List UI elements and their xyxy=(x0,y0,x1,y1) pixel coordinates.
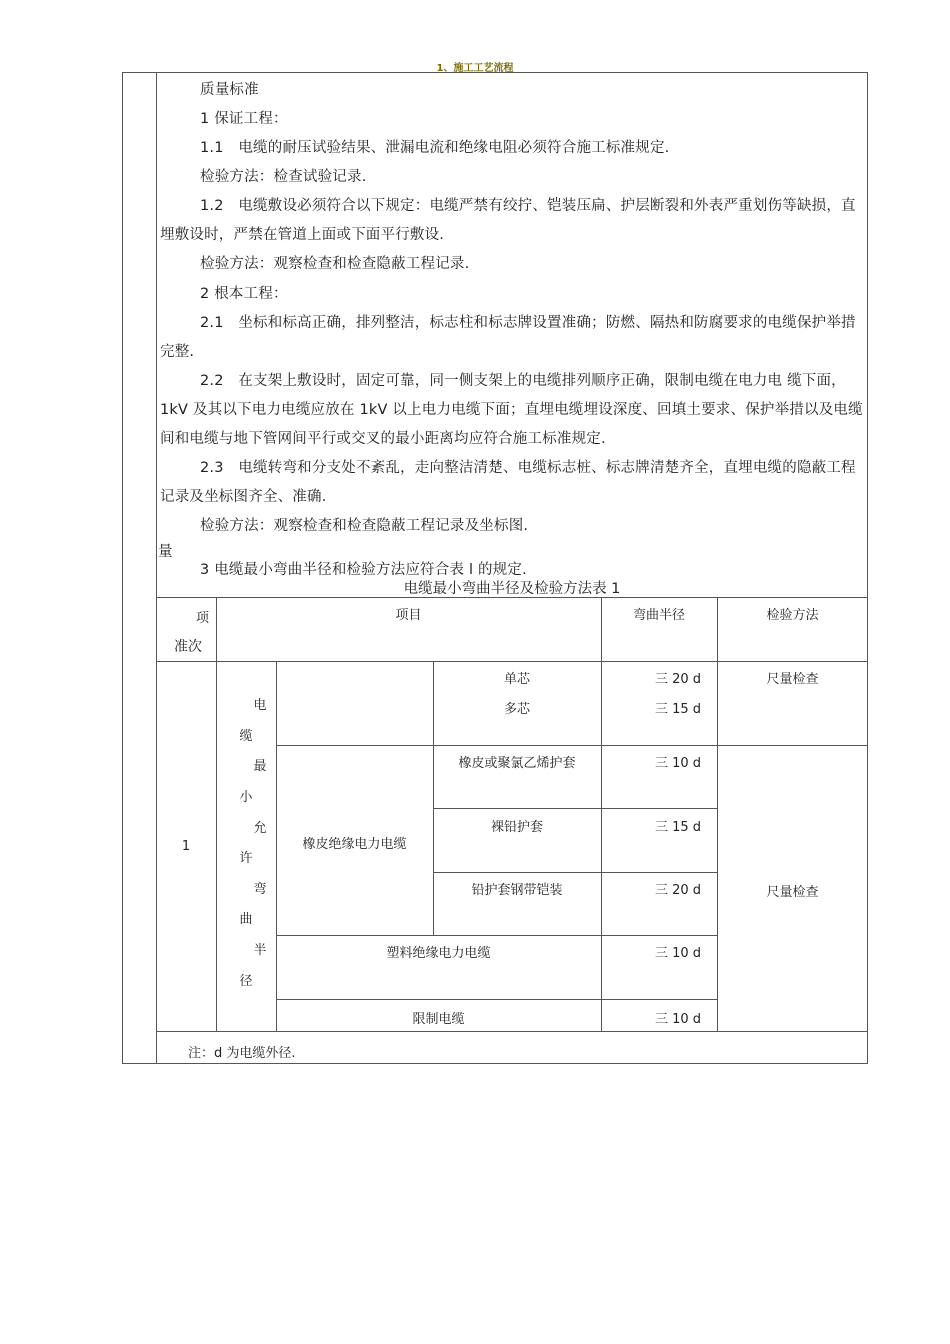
table-line xyxy=(601,597,602,1031)
table-line xyxy=(717,597,718,1031)
method-cell-2: 尺量检查 xyxy=(766,885,819,900)
radius-single-core: 三 20 d xyxy=(654,672,701,687)
paragraph: 1.2 电缆敷设必须符合以下规定：电缆严禁有绞拧、铠装压扁、护层断裂和外表严重划伤等缺损，直埋敷设时，严禁在管道上面或下面平行敷设. xyxy=(160,198,856,243)
paragraph: 检验方法：观察检查和检查隐蔽工程记录及坐标图. xyxy=(200,518,529,534)
table-line xyxy=(433,808,717,809)
table-caption: 电缆最小弯曲半径及检验方法表 1 xyxy=(403,581,621,597)
vertical-label-char: 半 xyxy=(253,943,267,958)
table-note: 注：d 为电缆外径. xyxy=(188,1046,296,1061)
paragraph: 1.1 电缆的耐压试验结果、泄漏电流和绝缘电阻必须符合施工标准规定. xyxy=(200,140,670,156)
vertical-label-char: 缆 xyxy=(239,729,253,744)
table-line xyxy=(156,597,868,598)
row-number: 1 xyxy=(181,839,191,854)
header-method: 检验方法 xyxy=(766,608,819,623)
cell-lead-steel: 铅护套钢带铠装 xyxy=(471,883,563,898)
left-margin-rule xyxy=(156,72,157,1064)
cell-bare-lead: 裸铅护套 xyxy=(490,820,543,835)
table-line xyxy=(156,1031,868,1032)
vertical-label-char: 曲 xyxy=(239,912,253,927)
cell-rubber-cable: 橡皮绝缘电力电缆 xyxy=(302,837,407,852)
paragraph: 2.2 在支架上敷设时，固定可靠，同一侧支架上的电缆排列顺序正确，限制电缆在电力电 缆下面，1kV 及其以下电力电缆应放在 1kV 以上电力电缆下面；直埋电缆埋设深度、回填土要求、保护举措以及电缆间和电缆与地下管网间平行或交叉的最小距离均应符合施工标准规定. xyxy=(160,373,863,447)
paragraph: 2.1 坐标和标高正确，排列整洁，标志柱和标志牌设置准确；防燃、隔热和防腐要求的电缆保护举措完整. xyxy=(160,315,856,360)
paragraph: 2 根本工程： xyxy=(200,286,288,302)
radius-rubber-pvc: 三 10 d xyxy=(654,756,701,771)
section-title: 质量标准 xyxy=(200,82,259,98)
vertical-label-char: 电 xyxy=(253,698,267,713)
paragraph: 检验方法：检查试验记录. xyxy=(200,169,367,185)
radius-plastic: 三 10 d xyxy=(654,946,701,961)
radius-bare-lead: 三 15 d xyxy=(654,820,701,835)
vertical-label-char: 许 xyxy=(239,851,253,866)
header-item: 项目 xyxy=(395,608,422,623)
header-col1-bottom: 准次 xyxy=(174,639,202,655)
table-line xyxy=(156,661,868,662)
table-line xyxy=(276,935,717,936)
paragraph: 1 保证工程： xyxy=(200,111,288,127)
paragraph: 2.3 电缆转弯和分支处不紊乱，走向整洁清楚、电缆标志桩、标志牌清楚齐全，直埋电缆的隐蔽工程记录及坐标图齐全、准确. xyxy=(160,460,856,505)
table-line xyxy=(433,872,717,873)
margin-char: 量 xyxy=(158,544,173,560)
cell-rubber-pvc: 橡皮或聚氯乙烯护套 xyxy=(458,756,576,771)
cell-multi-core: 多芯 xyxy=(503,702,530,717)
radius-multi-core: 三 15 d xyxy=(654,702,701,717)
paragraph: 检验方法：观察检查和检查隐蔽工程记录. xyxy=(200,256,470,272)
vertical-label-char: 允 xyxy=(253,821,267,836)
header-radius: 弯曲半径 xyxy=(632,608,685,623)
vertical-label-char: 径 xyxy=(239,974,253,989)
table-line xyxy=(276,745,868,746)
vertical-label-char: 小 xyxy=(239,790,253,805)
paragraph: 3 电缆最小弯曲半径和检验方法应符合表 l 的规定. xyxy=(200,562,527,578)
cell-control-cable: 限制电缆 xyxy=(412,1012,465,1027)
header-col1-top: 项 xyxy=(196,611,210,626)
cell-plastic-cable: 塑料绝缘电力电缆 xyxy=(386,946,491,961)
vertical-label-char: 弯 xyxy=(253,882,267,897)
table-line xyxy=(216,597,217,1031)
method-cell-1: 尺量检查 xyxy=(766,672,819,687)
radius-lead-steel: 三 20 d xyxy=(654,883,701,898)
vertical-label-char: 最 xyxy=(253,759,267,774)
radius-control: 三 10 d xyxy=(654,1012,701,1027)
table-line xyxy=(276,999,717,1000)
page-header: 1、施工工艺流程 xyxy=(436,63,514,74)
cell-single-core: 单芯 xyxy=(503,672,530,687)
